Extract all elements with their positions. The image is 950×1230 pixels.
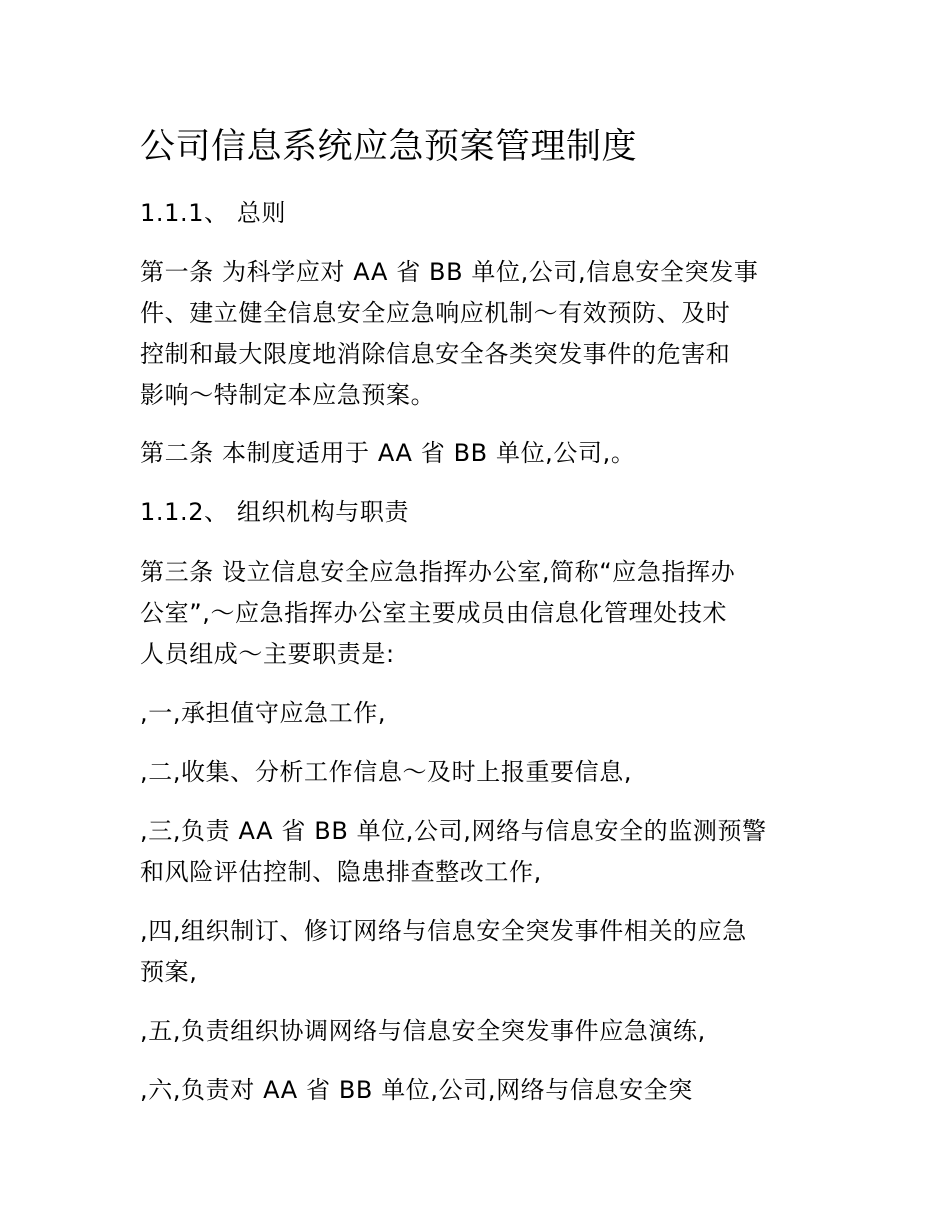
duty-item-3-line-1: ,三,负责 AA 省 BB 单位,公司,网络与信息安全的监测预警 — [140, 817, 767, 845]
duty-item-6: ,六,负责对 AA 省 BB 单位,公司,网络与信息安全突 — [140, 1076, 693, 1104]
duty-item-5: ,五,负责组织协调网络与信息安全突发事件应急演练, — [140, 1017, 706, 1045]
article-1-line-4: 影响～特制定本应急预案。 — [140, 381, 436, 409]
duty-item-3-line-2: 和风险评估控制、隐患排查整改工作, — [140, 858, 542, 886]
article-2: 第二条 本制度适用于 AA 省 BB 单位,公司,。 — [140, 439, 636, 467]
duty-item-4-line-2: 预案, — [140, 958, 198, 986]
section-heading-organization: 1.1.2、 组织机构与职责 — [140, 498, 410, 526]
article-3-line-2: 公室”,～应急指挥办公室主要成员由信息化管理处技术 — [140, 599, 728, 627]
duty-item-4-line-1: ,四,组织制订、修订网络与信息安全突发事件相关的应急 — [140, 917, 747, 945]
duty-item-2: ,二,收集、分析工作信息～及时上报重要信息, — [140, 758, 633, 786]
article-3-line-3: 人员组成～主要职责是: — [140, 640, 395, 668]
article-1-line-1: 第一条 为科学应对 AA 省 BB 单位,公司,信息安全突发事 — [140, 258, 759, 286]
document-title: 公司信息系统应急预案管理制度 — [140, 127, 638, 167]
article-1-line-2: 件、建立健全信息安全应急响应机制～有效预防、及时 — [140, 299, 731, 327]
article-1-line-3: 控制和最大限度地消除信息安全各类突发事件的危害和 — [140, 340, 731, 368]
section-heading-general: 1.1.1、 总则 — [140, 199, 287, 227]
article-3-line-1: 第三条 设立信息安全应急指挥办公室,简称“应急指挥办 — [140, 558, 736, 586]
duty-item-1: ,一,承担值守应急工作, — [140, 699, 387, 727]
